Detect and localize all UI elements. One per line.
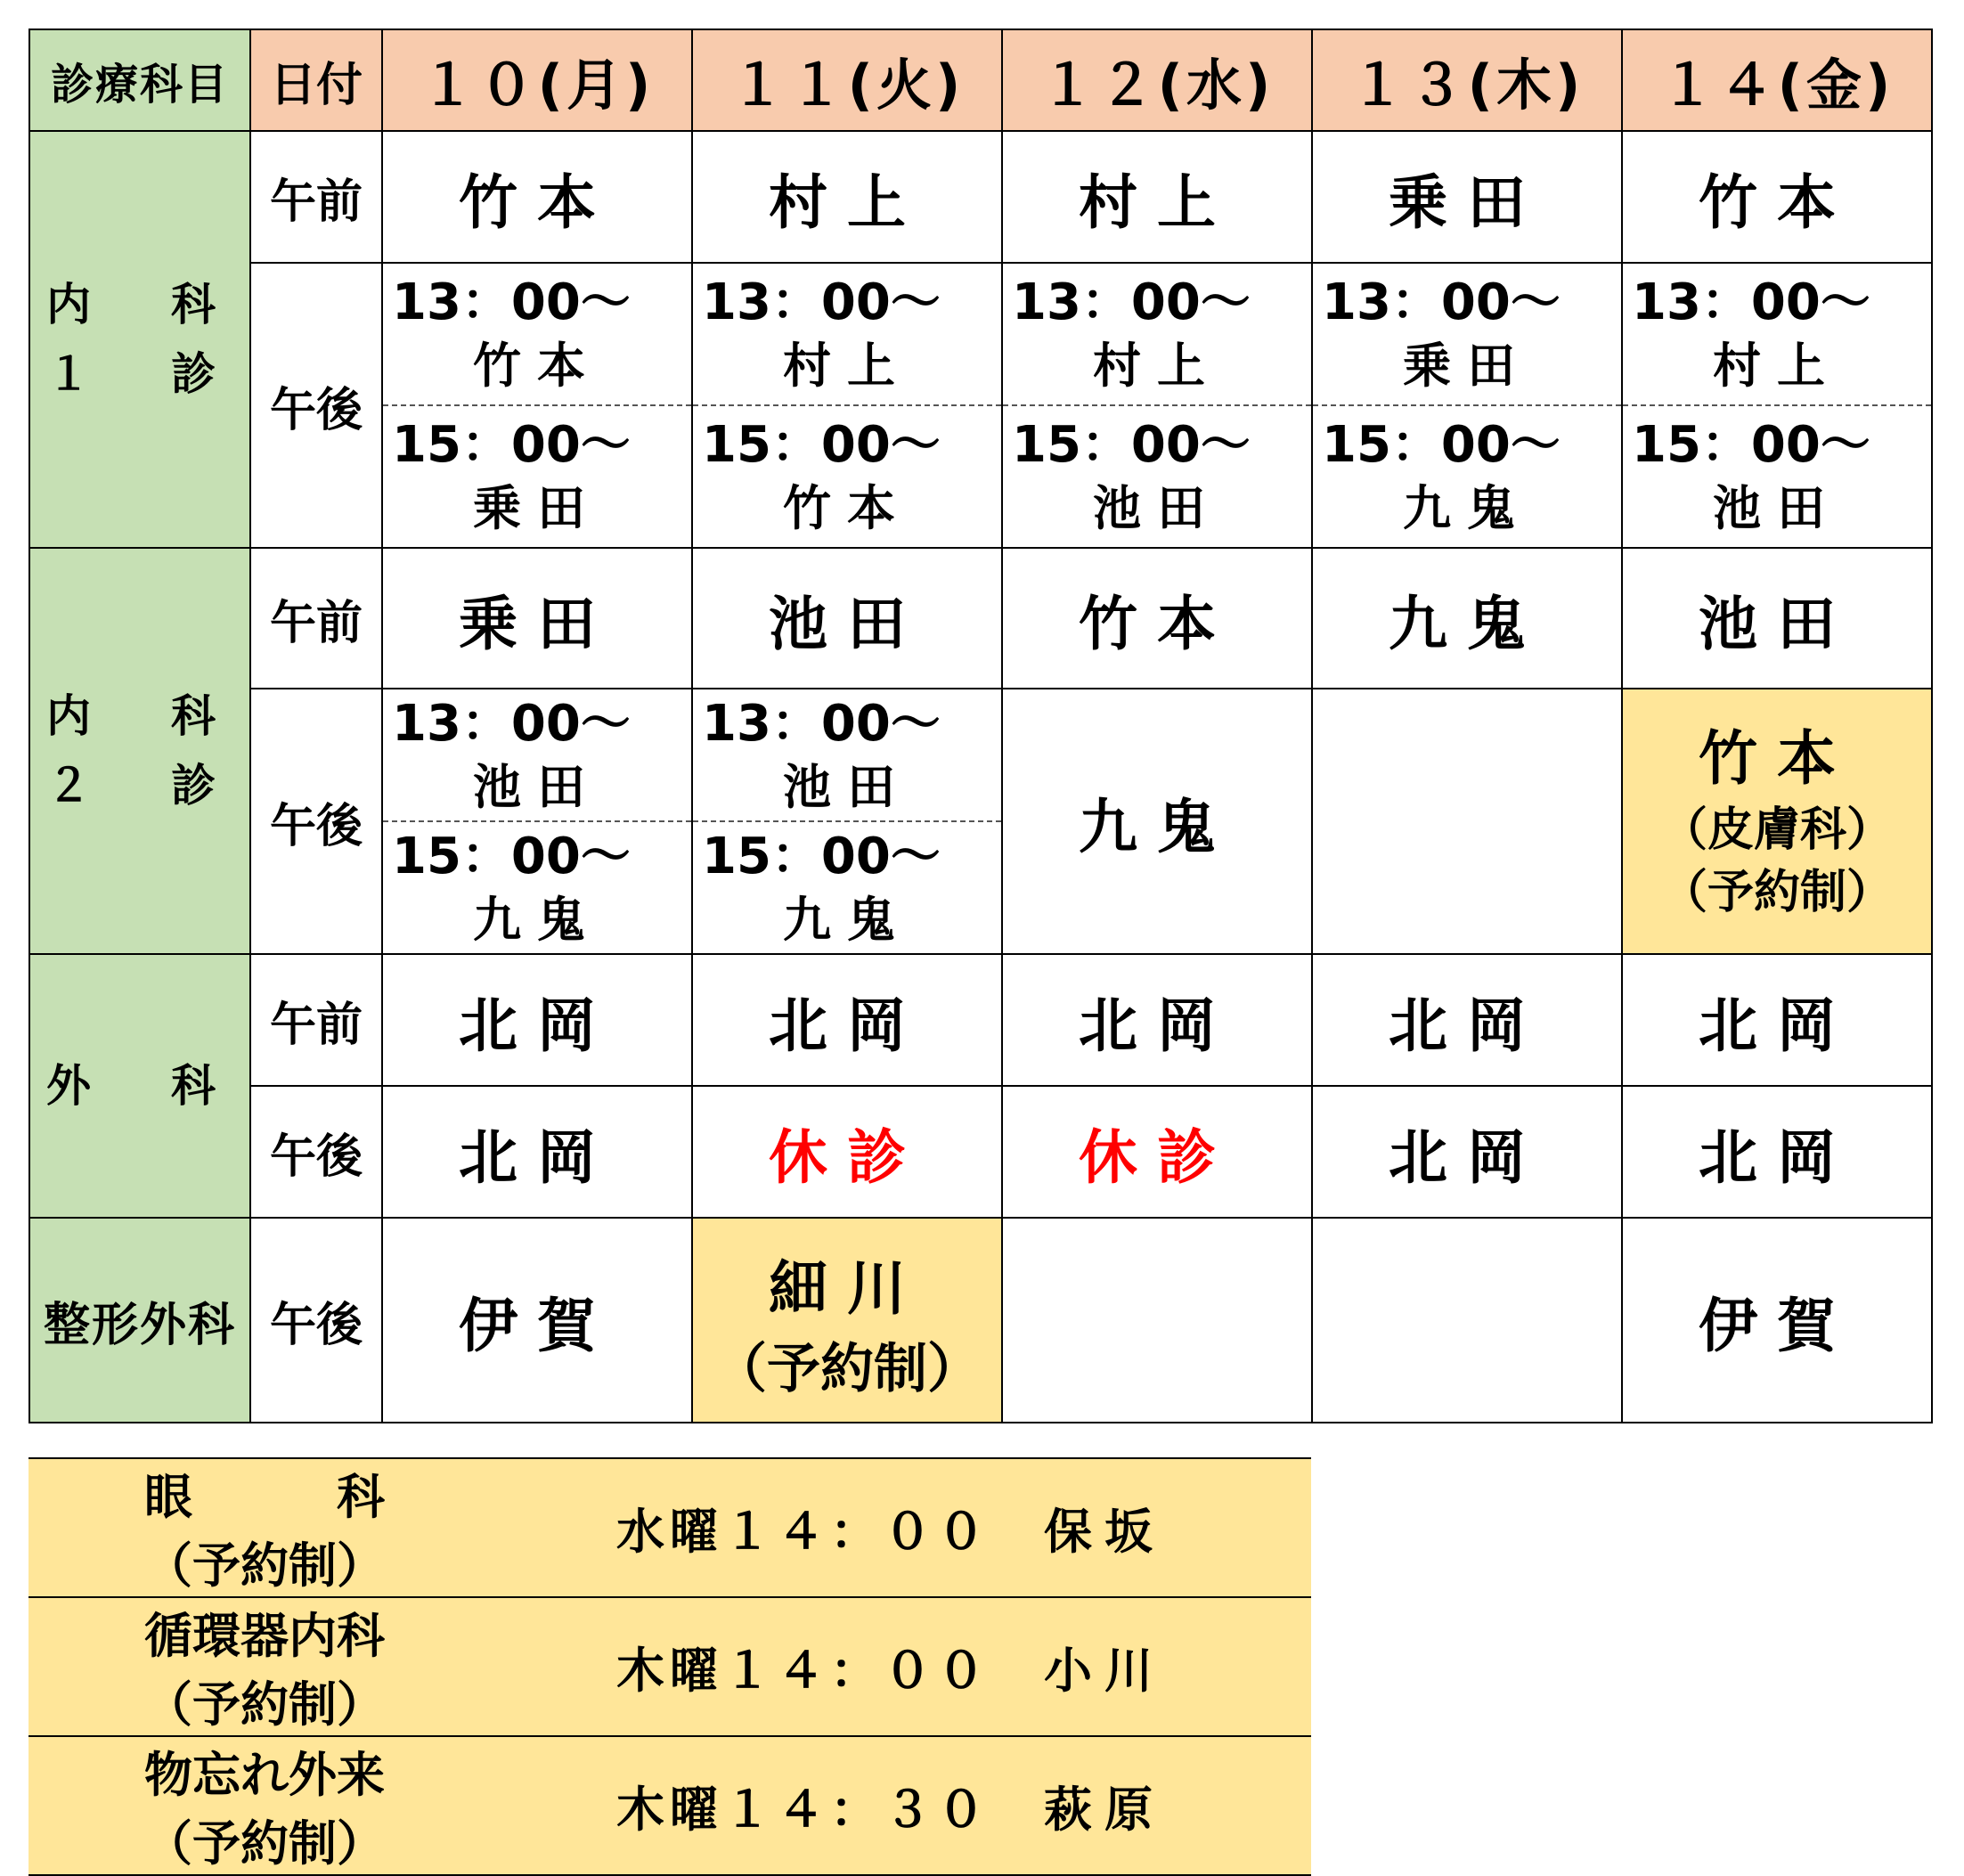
time-label: 13：00～: [1012, 273, 1251, 331]
doctor-cell: 竹本: [1002, 548, 1312, 689]
doctor-cell-dermatology: [1622, 689, 1932, 954]
doctor-name: 竹本: [783, 480, 911, 536]
doctor-cell: 北岡: [382, 1086, 692, 1218]
dept-naika1: [29, 131, 250, 548]
specialty-note: （皮膚科）: [1660, 803, 1893, 857]
doctor-cell: 竹本: [1622, 131, 1932, 263]
reservation-note: （予約制）: [1660, 866, 1893, 919]
day-header-thu: １３(木): [1312, 29, 1622, 131]
doctor-name: 池田: [1093, 480, 1221, 536]
dept-naika2-line1: 内 科: [46, 690, 233, 742]
doctor-cell: 北岡: [1622, 954, 1932, 1086]
split-cell: [1312, 263, 1622, 548]
doctor-cell: 乗田: [1312, 131, 1622, 263]
time-label: 15：00～: [1012, 416, 1251, 474]
dept-geka: 外 科: [29, 954, 250, 1218]
clinic-doctor: 小川: [1044, 1597, 1311, 1736]
doctor-name: 村上: [1093, 338, 1221, 394]
doctor-name: 池田: [473, 758, 601, 815]
doctor-cell: 九鬼: [1312, 548, 1622, 689]
doctor-name: 村上: [1713, 338, 1841, 394]
session-am: 午前: [250, 954, 382, 1086]
split-cell: [692, 263, 1002, 548]
clinic-dept-name: 眼 科: [144, 1469, 385, 1525]
dept-seikei: 整形外科: [29, 1218, 250, 1423]
session-am: 午前: [250, 131, 382, 263]
clinic-doctor: 萩原: [1044, 1736, 1311, 1875]
time-label: 15：00～: [392, 416, 631, 474]
closed-cell: 休診: [1002, 1086, 1312, 1218]
doctor-cell: 竹本: [382, 131, 692, 263]
doctor-cell: 北岡: [382, 954, 692, 1086]
clinic-time: 水曜１４：００: [616, 1458, 1044, 1597]
session-am: 午前: [250, 548, 382, 689]
doctor-name: 池田: [1713, 480, 1841, 536]
session-pm: 午後: [250, 1086, 382, 1218]
dept-header: 診療科目: [29, 29, 250, 131]
doctor-cell: 村上: [1002, 131, 1312, 263]
doctor-cell: 池田: [692, 548, 1002, 689]
doctor-cell: 九鬼: [1002, 689, 1312, 954]
time-label: 15：00～: [702, 827, 941, 885]
doctor-name: 乗田: [473, 480, 601, 536]
special-clinic-row: [29, 1458, 1311, 1597]
dept-naika1-line1: 内 科: [46, 279, 233, 330]
time-label: 15：00～: [702, 416, 941, 474]
time-label: 13：00～: [1322, 273, 1561, 331]
doctor-cell-empty: [1002, 1218, 1312, 1423]
dept-naika1-line2: １ 診: [46, 348, 233, 400]
schedule-table: [29, 29, 1933, 1423]
time-label: 15：00～: [392, 827, 631, 885]
date-header: 日付: [250, 29, 382, 131]
doctor-cell: 北岡: [1622, 1086, 1932, 1218]
doctor-name: 竹本: [1699, 724, 1855, 793]
day-header-tue: １１(火): [692, 29, 1002, 131]
clinic-reservation: （予約制）: [144, 1676, 385, 1733]
clinic-dept: [29, 1597, 616, 1736]
doctor-name: 村上: [783, 338, 911, 394]
clinic-dept-name: 循環器内科: [144, 1608, 385, 1664]
doctor-cell: 村上: [692, 131, 1002, 263]
special-clinic-row: [29, 1736, 1311, 1875]
day-header-fri: １４(金): [1622, 29, 1932, 131]
time-label: 13：00～: [392, 273, 631, 331]
doctor-cell: 北岡: [1312, 954, 1622, 1086]
doctor-name: 細川: [769, 1254, 925, 1323]
closed-cell: 休診: [692, 1086, 1002, 1218]
time-label: 13：00～: [702, 273, 941, 331]
dept-naika2: [29, 548, 250, 954]
doctor-cell: 北岡: [1002, 954, 1312, 1086]
day-header-wed: １２(水): [1002, 29, 1312, 131]
doctor-cell-empty: [1312, 689, 1622, 954]
doctor-cell: 乗田: [382, 548, 692, 689]
doctor-cell: 北岡: [692, 954, 1002, 1086]
doctor-name: 九鬼: [473, 891, 601, 948]
clinic-time: 木曜１４：３０: [616, 1736, 1044, 1875]
doctor-name: 乗田: [1403, 338, 1531, 394]
special-clinics-table: [29, 1457, 1311, 1876]
doctor-cell-empty: [1312, 1218, 1622, 1423]
doctor-cell: 伊賀: [1622, 1218, 1932, 1423]
doctor-name: 竹本: [473, 338, 601, 394]
session-pm: 午後: [250, 1218, 382, 1423]
doctor-name: 九鬼: [783, 891, 911, 948]
clinic-dept-name: 物忘れ外来: [144, 1747, 385, 1803]
time-label: 13：00～: [702, 694, 941, 753]
clinic-reservation: （予約制）: [144, 1538, 385, 1594]
session-pm: 午後: [250, 689, 382, 954]
doctor-cell-reservation: [692, 1218, 1002, 1423]
dept-naika2-line2: ２ 診: [46, 760, 233, 812]
time-label: 13：00～: [1632, 273, 1870, 331]
split-cell: [692, 689, 1002, 954]
clinic-doctor: 保坂: [1044, 1458, 1311, 1597]
clinic-dept: [29, 1736, 616, 1875]
doctor-name: 九鬼: [1403, 480, 1531, 536]
doctor-cell: 池田: [1622, 548, 1932, 689]
doctor-name: 池田: [783, 758, 911, 815]
split-cell: [1002, 263, 1312, 548]
time-label: 13：00～: [392, 694, 631, 753]
special-clinic-row: [29, 1597, 1311, 1736]
doctor-cell: 北岡: [1312, 1086, 1622, 1218]
split-cell: [382, 263, 692, 548]
clinic-dept: [29, 1458, 616, 1597]
split-cell: [382, 689, 692, 954]
day-header-mon: １０(月): [382, 29, 692, 131]
clinic-time: 木曜１４：００: [616, 1597, 1044, 1736]
split-cell: [1622, 263, 1932, 548]
session-pm: 午後: [250, 263, 382, 548]
time-label: 15：00～: [1632, 416, 1870, 474]
clinic-reservation: （予約制）: [144, 1815, 385, 1872]
time-label: 15：00～: [1322, 416, 1561, 474]
reservation-note: （予約制）: [713, 1338, 981, 1400]
doctor-cell: 伊賀: [382, 1218, 692, 1423]
